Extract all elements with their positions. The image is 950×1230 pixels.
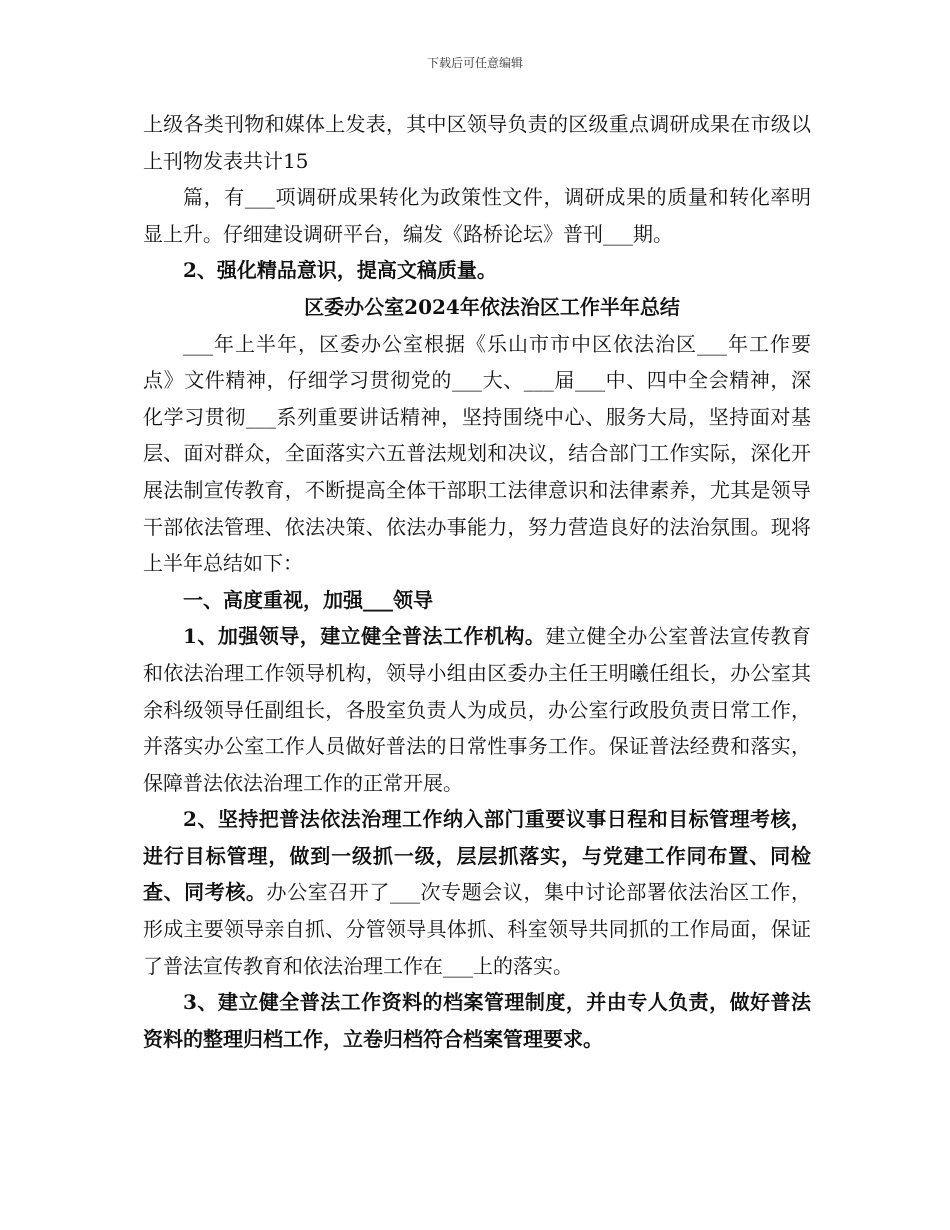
item-2-body: 办公室召开了___次专题会议，集中讨论部署依法治区工作，形成主要领导亲自抓、分管领导具体抓、科室领导共同抓的工作局面，保证了普法宣传教育和依法治理工作在___上的落实。: [143, 880, 812, 978]
section-heading-leadership: 一、高度重视，加强___领导: [183, 587, 433, 612]
item-1-body: 建立健全办公室普法宣传教育和依法治理工作领导机构，领导小组由区委办主任王明曦任组长，办公室其余科级领导任副组长，各股室负责人为成员，办公室行政股负责日常工作，并落实办公室工作人员做好普法的日常性事务工作。保证普法经费和落实，保障普法依法治理工作的正常开展。: [143, 624, 812, 795]
paragraph-continuation: 上级各类刊物和媒体上发表，其中区领导负责的区级重点调研成果在市级以上刊物发表共计15: [143, 112, 811, 173]
paragraph-intro: ___年上半年，区委办公室根据《乐山市市中区依法治区___年工作要点》文件精神，仔细学习贯彻党的___大、___届___中、四中全会精神，深化学习贯彻___系列重要讲话精神，坚持围绕中心、服务大局，坚持面对基层、面对群众，全面落实六五普法规划和决议，结合部门工作实际，深化开展法制宣传教育，不断提高全体干部职工法律意识和法律素养，尤其是领导干部依法管理、依法决策、依法办事能力，努力营造良好的法治氛围。现将上半年总结如下：: [143, 331, 811, 576]
page-header: 下载后可任意编辑: [426, 56, 523, 70]
item-2-heading: 2、坚持把普法依法治理工作纳入部门重要议事日程和目标管理考核，进行目标管理，做到一级抓一级，层层抓落实，与党建工作同布置、同检查、同考核。: [143, 807, 811, 905]
section-heading-quality: 2、强化精品意识，提高文稿质量。: [183, 258, 497, 283]
item-1-heading: 1、加强领导，建立健全普法工作机构。: [183, 624, 546, 649]
document-body: [143, 106, 811, 1057]
document-title: 区委办公室2024年依法治区工作半年总结: [304, 294, 680, 319]
paragraph-research-results: 篇，有___项调研成果转化为政策性文件，调研成果的质量和转化率明显上升。仔细建设调研平台，编发《路桥论坛》普刊___期。: [143, 185, 811, 246]
paragraph-item-3: 3、建立健全普法工作资料的档案管理制度，并由专人负责，做好普法资料的整理归档工作，立卷归档符合档案管理要求。: [143, 990, 811, 1051]
paragraph-item-2: [143, 801, 811, 984]
paragraph-item-1: [143, 618, 811, 801]
